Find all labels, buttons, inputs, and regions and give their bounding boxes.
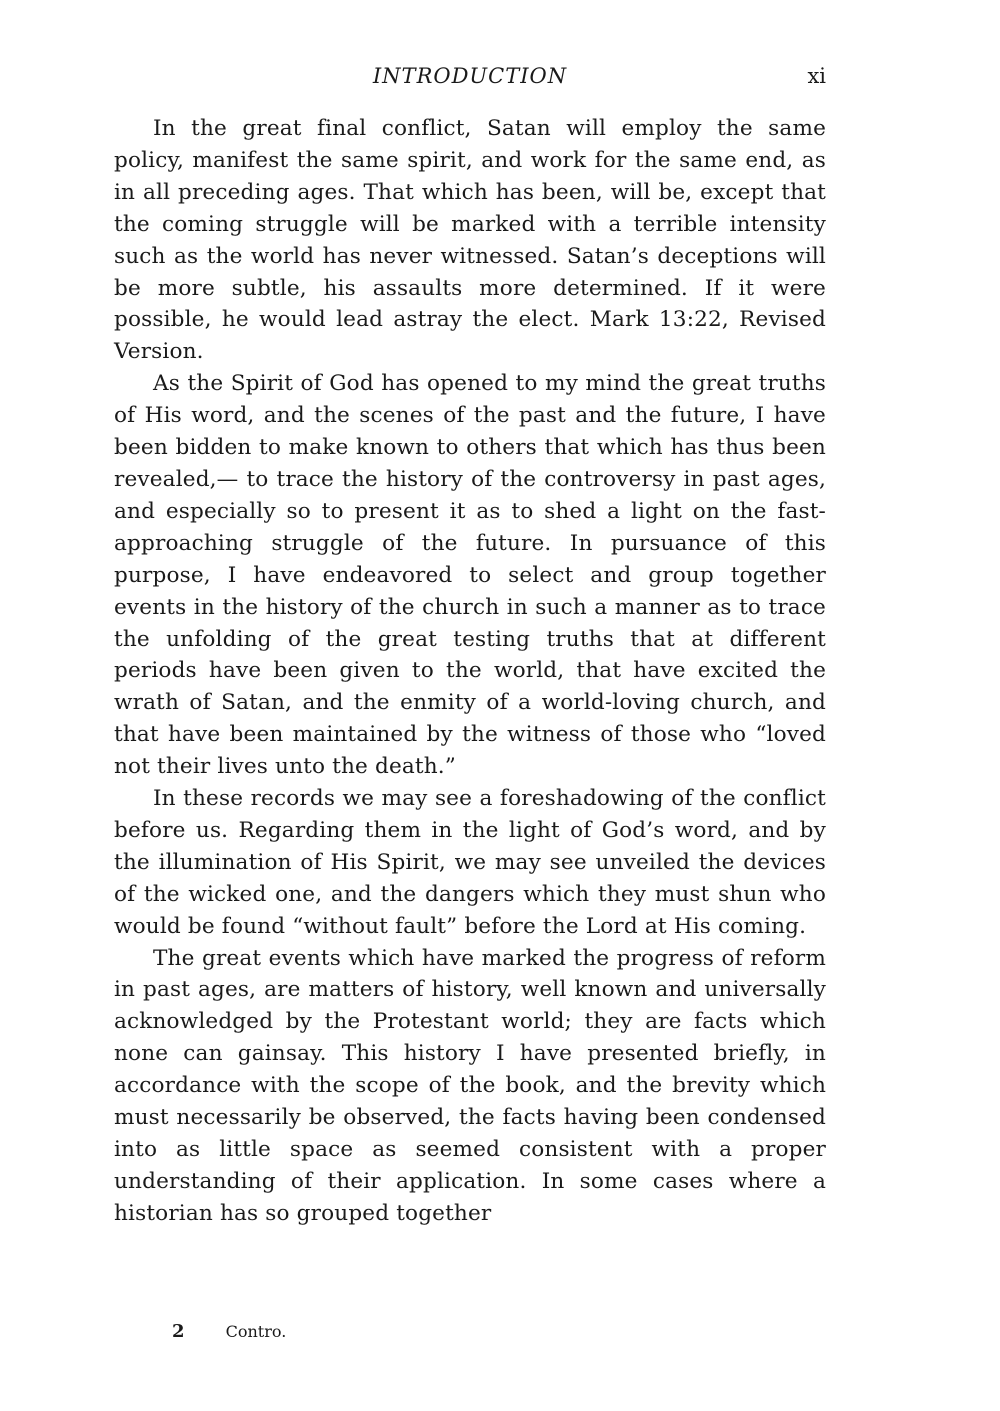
paragraph: As the Spirit of God has opened to my mind the great truths of His word, and the scenes of the past and the future, I have been bidden to make known to others that which has thus been revealed,— to trace the history of the controversy in past ages, and especially so to present it as to shed a light on the fast-approaching struggle of the future. In pursuance of this purpose, I have endeavored to select and group together events in the history of the church in such a manner as to trace the unfolding of the great testing truths that at different periods have been given to the world, that have excited the wrath of Satan, and the enmity of a world-loving church, and that have been maintained by the witness of those who “loved not their lives unto the death.” — [114, 371, 826, 780]
signature-number: 2 — [172, 1321, 185, 1342]
paragraph: The great events which have marked the progress of reform in past ages, are matters of history, well known and universally acknowledged by the Protestant world; they are facts which none can gainsay. This history I have presented briefly, in accordance with the scope of the book, and the brevity which must necessarily be observed, the facts having been condensed into as little space as seemed consistent with a proper understanding of their application. In some cases where a historian has so grouped together — [114, 945, 826, 1226]
body-text — [114, 113, 826, 1230]
signature-mark — [172, 1321, 286, 1347]
signature-label: Contro. — [225, 1322, 287, 1341]
paragraph: In these records we may see a foreshadowing of the conflict before us. Regarding them in the light of God’s word, and by the illumination of His Spirit, we may see unveiled the devices of the wicked one, and the dangers which they must shun who would be found “without fault” before the Lord at His coming. — [114, 786, 826, 939]
running-head — [114, 64, 826, 98]
paragraph: In the great final conflict, Satan will employ the same policy, manifest the same spirit, and work for the same end, as in all preceding ages. That which has been, will be, except that the coming struggle will be marked with a terrible intensity such as the world has never witnessed. Satan’s deceptions will be more subtle, his assaults more determined. If it were possible, he would lead astray the elect. Mark 13:22, Revised Version. — [114, 116, 826, 365]
page-number: xi — [807, 64, 826, 88]
running-title: INTRODUCTION — [372, 64, 568, 88]
